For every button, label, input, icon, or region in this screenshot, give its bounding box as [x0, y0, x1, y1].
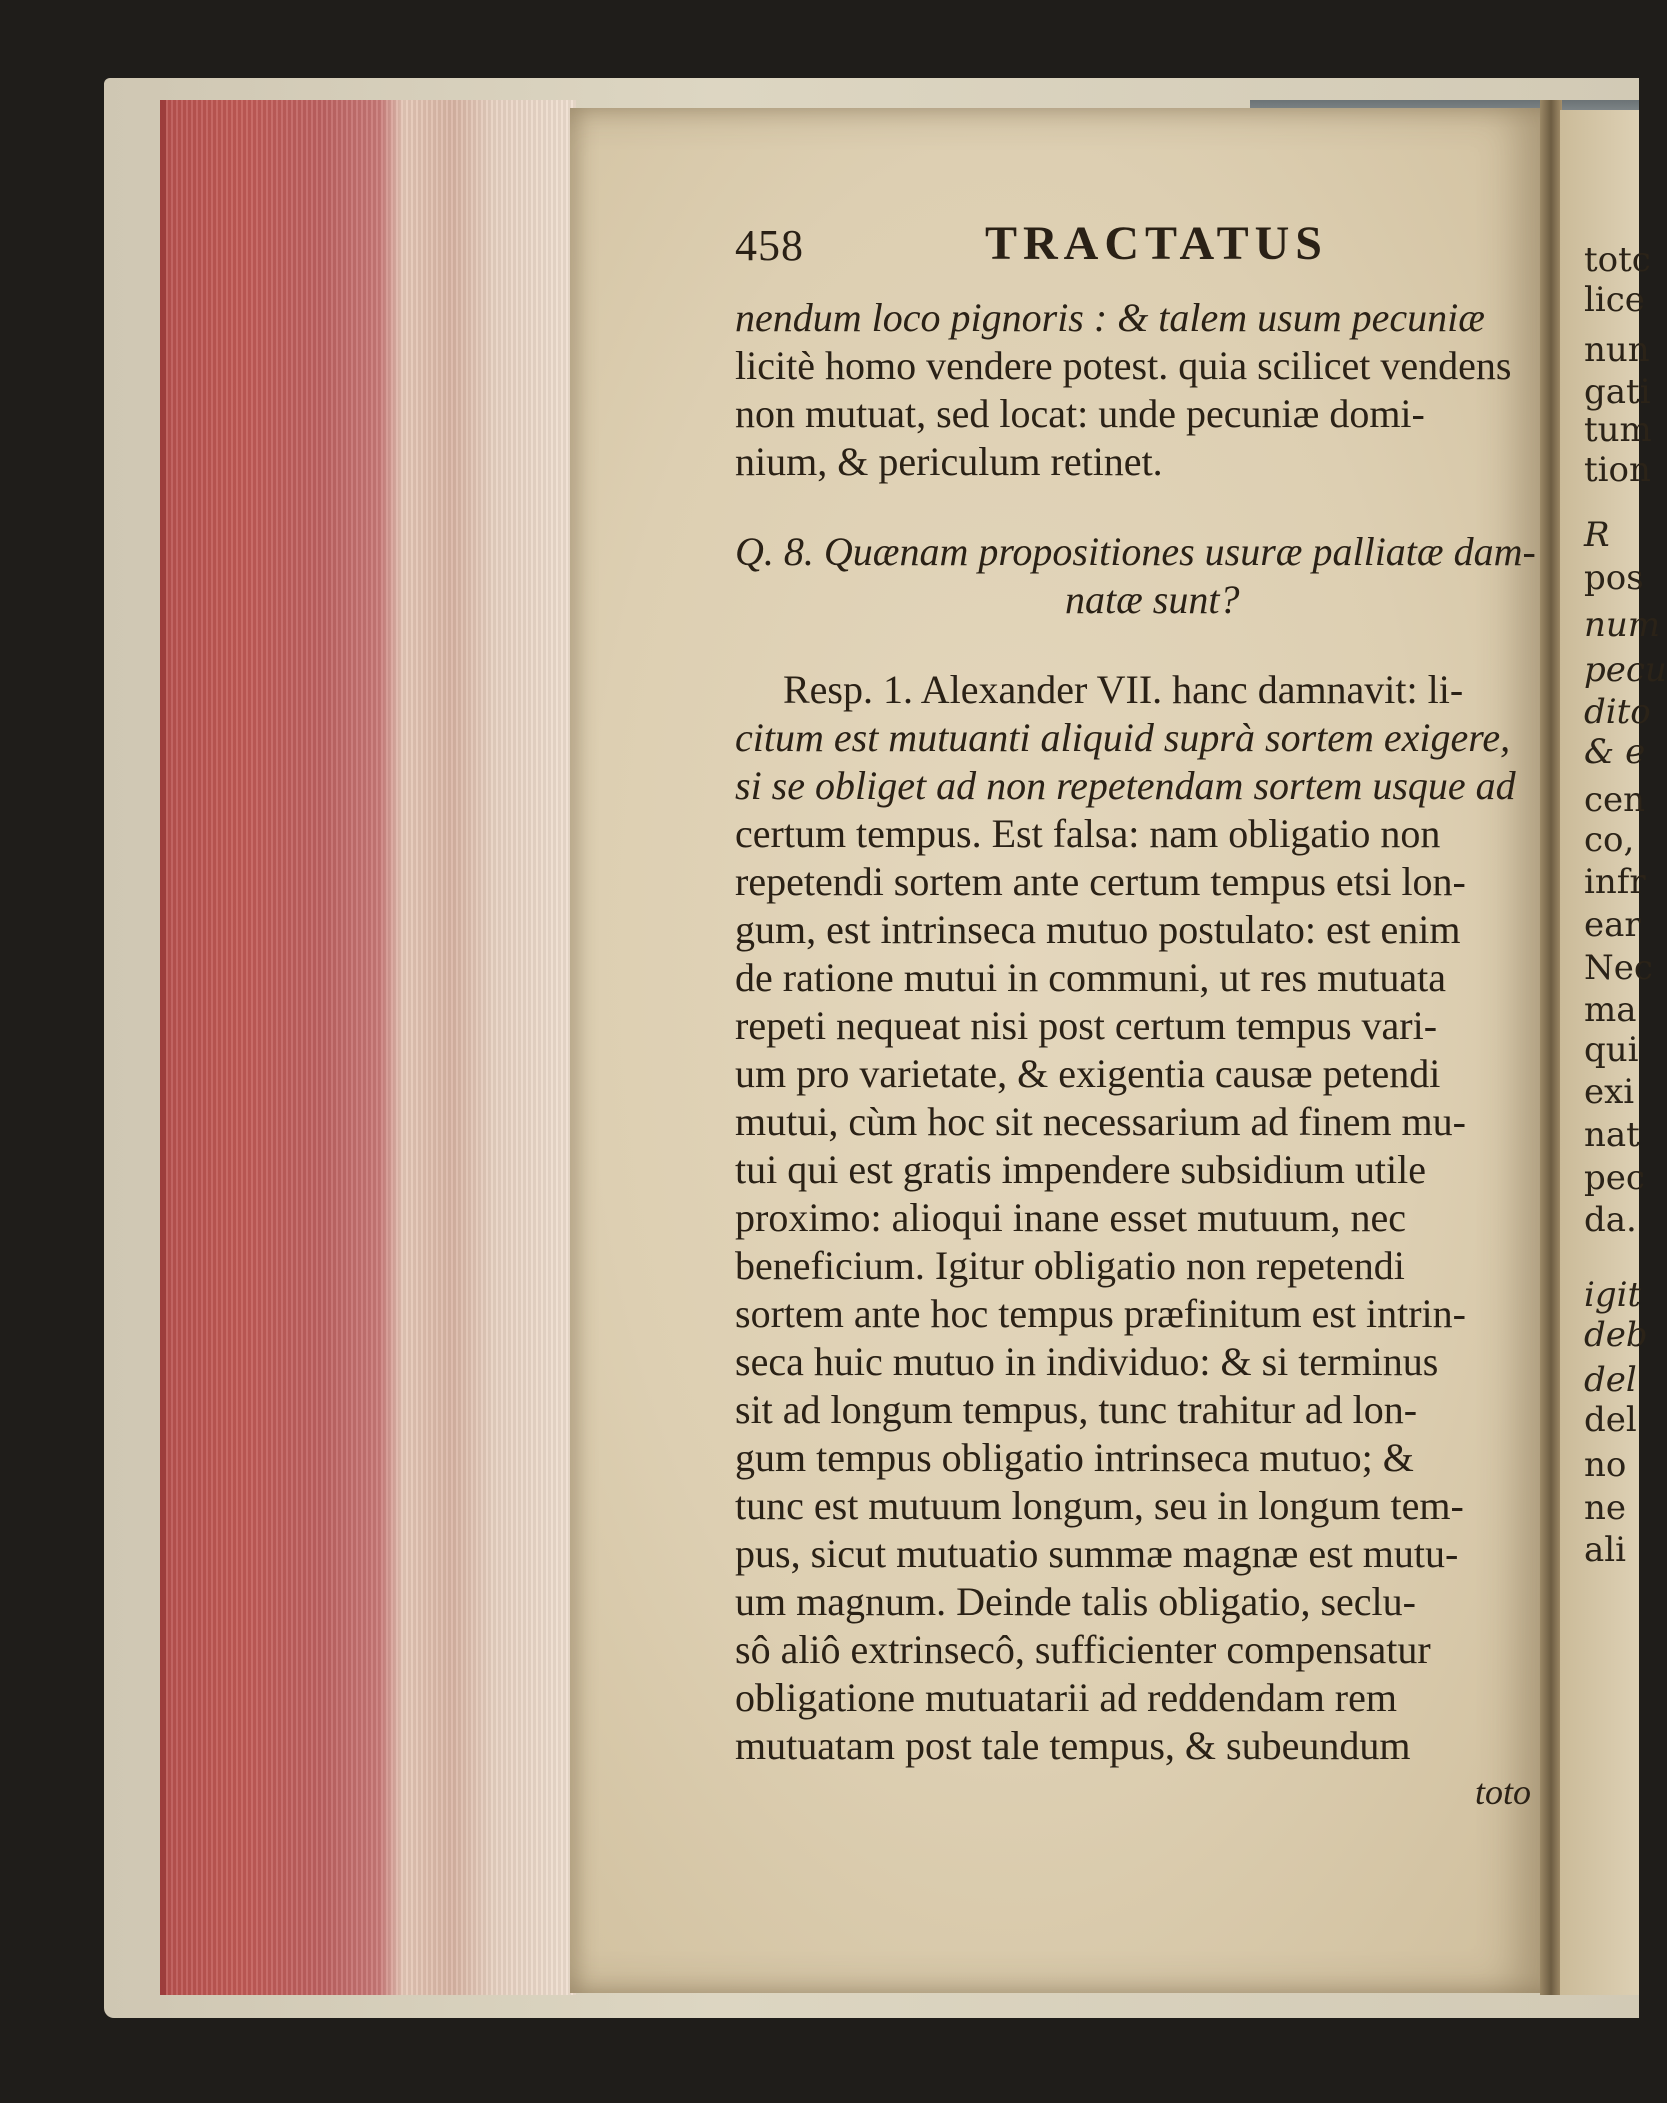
text-line: mutuatam post tale tempus, & subeundum — [735, 1723, 1411, 1768]
text-line: si se obliget ad non repetendam sortem usque ad — [735, 763, 1516, 808]
catchword: toto — [1474, 1772, 1531, 1812]
facing-page-fragment: dito — [1584, 692, 1651, 732]
facing-page-fragment: tum — [1584, 410, 1652, 450]
facing-page-fragment: nun — [1584, 330, 1650, 370]
facing-page-fragment: cen — [1584, 780, 1646, 820]
text-line: non mutuat, sed locat: unde pecuniæ domi- — [735, 391, 1425, 436]
facing-page-fragment: gati — [1584, 372, 1651, 412]
facing-page-fragment: nat — [1584, 1115, 1640, 1155]
text-line: nium, & periculum retinet. — [735, 439, 1163, 484]
question-heading — [735, 528, 1545, 624]
facing-page-fragment: R — [1584, 515, 1610, 555]
text-line: tui qui est gratis impendere subsidium utile — [735, 1147, 1427, 1192]
facing-page-fragment: no — [1584, 1445, 1627, 1485]
text-line: um pro varietate, & exigentia causæ petendi — [735, 1051, 1441, 1096]
text-line: certum tempus. Est falsa: nam obligatio non — [735, 811, 1441, 856]
text-column — [735, 210, 1545, 1814]
text-line: repeti nequeat nisi post certum tempus vari- — [735, 1003, 1438, 1048]
text-line: um magnum. Deinde talis obligatio, seclu- — [735, 1579, 1416, 1624]
facing-page-fragment: co, — [1584, 820, 1635, 860]
page-number: 458 — [735, 221, 804, 270]
text-line: gum, est intrinseca mutuo postulato: est enim — [735, 907, 1461, 952]
text-line: Resp. 1. Alexander VII. hanc damnavit: li- — [783, 667, 1464, 712]
facing-page-fragment: Nec — [1584, 948, 1653, 988]
facing-page — [1560, 110, 1667, 1995]
text-line: sô aliô extrinsecô, sufficienter compensatur — [735, 1627, 1431, 1672]
facing-page-fragment: & e — [1584, 732, 1646, 772]
facing-page-fragment: qui — [1584, 1030, 1639, 1070]
question-line-1: Q. 8. Quænam propositiones usuræ palliatæ dam- — [735, 529, 1536, 574]
facing-page-fragment: num — [1584, 605, 1661, 645]
facing-page-fragment: da. — [1584, 1200, 1637, 1240]
facing-page-fragment: ne — [1584, 1488, 1627, 1528]
text-line: licitè homo vendere potest. quia scilicet vendens — [735, 343, 1512, 388]
facing-page-fragment: totc — [1584, 240, 1651, 280]
facing-page-fragment: infr — [1584, 862, 1646, 902]
text-line: gum tempus obligatio intrinseca mutuo; & — [735, 1435, 1414, 1480]
running-head — [735, 210, 1545, 280]
facing-page-fragment: ear — [1584, 905, 1641, 945]
facing-page-fragment: pecu — [1584, 650, 1667, 690]
response-paragraph — [735, 666, 1545, 1770]
facing-page-fragment: ma — [1584, 990, 1637, 1030]
facing-page-fragment: pec — [1584, 1158, 1645, 1198]
opening-paragraph — [735, 294, 1545, 486]
text-line: nendum loco pignoris : & talem usum pecuniæ — [735, 295, 1485, 340]
question-line-2: natæ sunt? — [1065, 577, 1240, 622]
page-edges — [160, 100, 576, 1995]
text-line: pus, sicut mutuatio summæ magnæ est mutu- — [735, 1531, 1459, 1576]
book-gutter — [1540, 100, 1562, 1995]
text-line: citum est mutuanti aliquid suprà sortem exigere, — [735, 715, 1511, 760]
text-line: de ratione mutui in communi, ut res mutuata — [735, 955, 1446, 1000]
text-line: obligatione mutuatarii ad reddendam rem — [735, 1675, 1397, 1720]
facing-page-fragment: del — [1584, 1360, 1637, 1400]
text-line: sortem ante hoc tempus præfinitum est intrin- — [735, 1291, 1466, 1336]
facing-page-fragment: ali — [1584, 1530, 1627, 1570]
text-line: mutui, cùm hoc sit necessarium ad finem mu- — [735, 1099, 1466, 1144]
facing-page-fragment: exi — [1584, 1072, 1635, 1112]
text-line: proximo: alioqui inane esset mutuum, nec — [735, 1195, 1406, 1240]
facing-page-fragment: lice — [1584, 280, 1645, 320]
facing-page-fragment: pos — [1584, 558, 1644, 598]
page-title: TRACTATUS — [985, 217, 1328, 270]
facing-page-fragment: igit — [1584, 1275, 1642, 1315]
text-line: beneficium. Igitur obligatio non repetendi — [735, 1243, 1405, 1288]
facing-page-fragment: del — [1584, 1400, 1637, 1440]
text-line: seca huic mutuo in individuo: & si terminus — [735, 1339, 1439, 1384]
text-line: tunc est mutuum longum, seu in longum tem- — [735, 1483, 1464, 1528]
facing-page-fragment: deb — [1584, 1315, 1648, 1355]
facing-page-fragment: tion — [1584, 450, 1651, 490]
text-line: sit ad longum tempus, tunc trahitur ad lon- — [735, 1387, 1418, 1432]
text-line: repetendi sortem ante certum tempus etsi lon- — [735, 859, 1466, 904]
